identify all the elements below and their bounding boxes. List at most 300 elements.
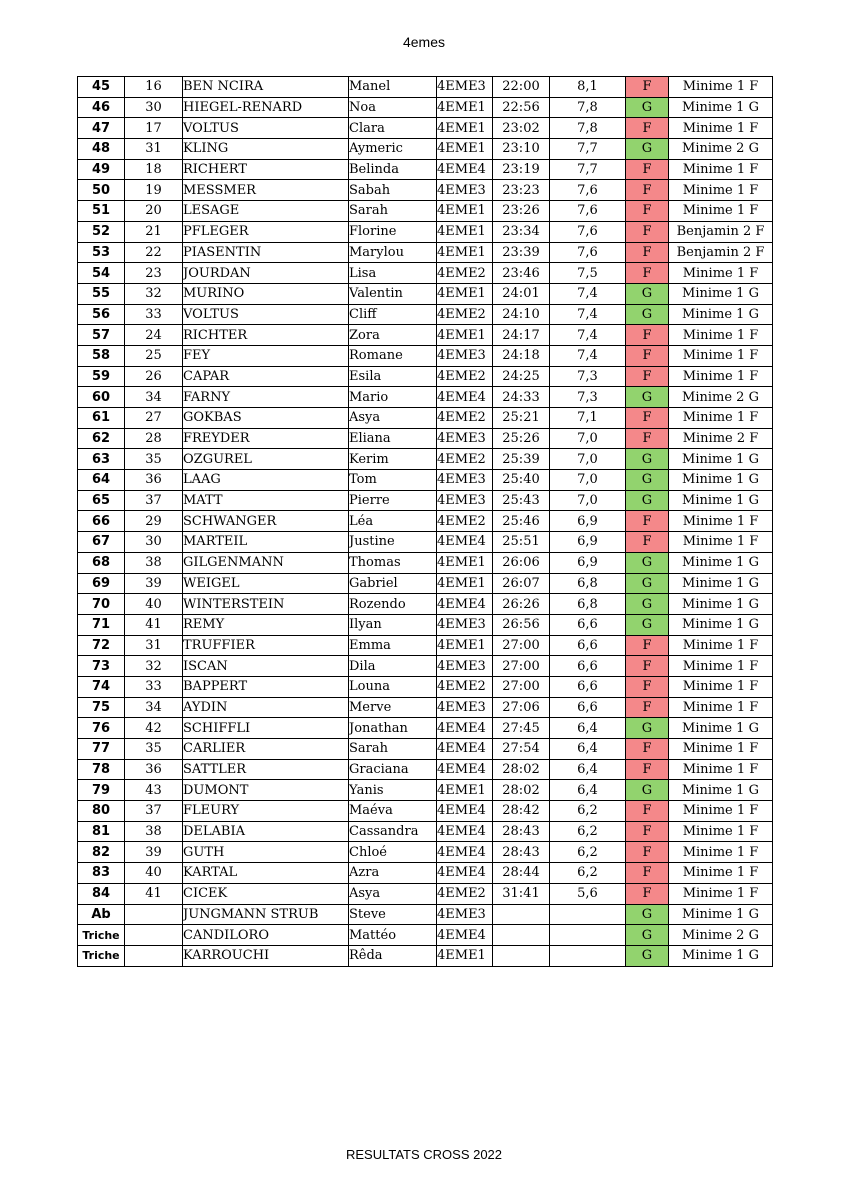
time-cell: 26:56	[493, 614, 550, 635]
bib-number-cell: 35	[125, 449, 183, 470]
category-cell: Minime 1 F	[669, 697, 773, 718]
rank-cell: 76	[78, 718, 125, 739]
last-name-cell: OZGUREL	[183, 449, 349, 470]
category-cell: Minime 1 F	[669, 656, 773, 677]
time-cell: 31:41	[493, 883, 550, 904]
rank-cell: 69	[78, 573, 125, 594]
category-cell: Minime 1 F	[669, 801, 773, 822]
table-row	[78, 97, 773, 118]
class-cell: 4EME3	[437, 428, 493, 449]
last-name-cell: JUNGMANN STRUB	[183, 904, 349, 925]
category-cell: Minime 1 F	[669, 511, 773, 532]
sex-cell: F	[626, 821, 669, 842]
bib-number-cell: 38	[125, 552, 183, 573]
category-cell: Minime 1 G	[669, 470, 773, 491]
sex-cell: F	[626, 842, 669, 863]
class-cell: 4EME2	[437, 408, 493, 429]
category-cell: Minime 1 F	[669, 883, 773, 904]
category-cell: Minime 1 G	[669, 904, 773, 925]
category-cell: Benjamin 2 F	[669, 242, 773, 263]
table-row	[78, 221, 773, 242]
speed-cell: 6,2	[550, 821, 626, 842]
category-cell: Minime 1 G	[669, 573, 773, 594]
bib-number-cell	[125, 945, 183, 966]
sex-cell: F	[626, 532, 669, 553]
speed-cell: 7,4	[550, 345, 626, 366]
sex-cell: F	[626, 801, 669, 822]
rank-cell: 61	[78, 408, 125, 429]
sex-cell: G	[626, 780, 669, 801]
speed-cell: 7,1	[550, 408, 626, 429]
sex-cell: G	[626, 552, 669, 573]
class-cell: 4EME4	[437, 863, 493, 884]
sex-cell: F	[626, 635, 669, 656]
sex-cell: F	[626, 242, 669, 263]
rank-cell: 66	[78, 511, 125, 532]
sex-cell: F	[626, 511, 669, 532]
class-cell: 4EME3	[437, 490, 493, 511]
rank-cell: 63	[78, 449, 125, 470]
last-name-cell: DUMONT	[183, 780, 349, 801]
class-cell: 4EME3	[437, 180, 493, 201]
sex-cell: G	[626, 904, 669, 925]
rank-cell: 60	[78, 387, 125, 408]
speed-cell: 6,9	[550, 552, 626, 573]
category-cell: Minime 2 G	[669, 139, 773, 160]
time-cell: 23:23	[493, 180, 550, 201]
speed-cell: 7,0	[550, 490, 626, 511]
last-name-cell: FEY	[183, 345, 349, 366]
first-name-cell: Mario	[349, 387, 437, 408]
time-cell: 28:02	[493, 780, 550, 801]
last-name-cell: SCHIFFLI	[183, 718, 349, 739]
last-name-cell: MARTEIL	[183, 532, 349, 553]
class-cell: 4EME4	[437, 842, 493, 863]
sex-cell: G	[626, 283, 669, 304]
class-cell: 4EME4	[437, 159, 493, 180]
class-cell: 4EME2	[437, 676, 493, 697]
bib-number-cell: 18	[125, 159, 183, 180]
class-cell: 4EME1	[437, 552, 493, 573]
rank-cell: 79	[78, 780, 125, 801]
sex-cell: F	[626, 883, 669, 904]
sex-cell: F	[626, 221, 669, 242]
table-row	[78, 159, 773, 180]
bib-number-cell: 23	[125, 263, 183, 284]
speed-cell: 6,9	[550, 532, 626, 553]
sex-cell: F	[626, 656, 669, 677]
table-row	[78, 635, 773, 656]
last-name-cell: SCHWANGER	[183, 511, 349, 532]
time-cell	[493, 945, 550, 966]
first-name-cell: Lisa	[349, 263, 437, 284]
rank-cell: 50	[78, 180, 125, 201]
page-footer: RESULTATS CROSS 2022	[345, 1147, 503, 1162]
sex-cell: G	[626, 304, 669, 325]
last-name-cell: RICHTER	[183, 325, 349, 346]
rank-cell: Triche	[78, 925, 125, 946]
category-cell: Minime 1 G	[669, 490, 773, 511]
category-cell: Minime 1 G	[669, 614, 773, 635]
class-cell: 4EME4	[437, 718, 493, 739]
last-name-cell: LESAGE	[183, 201, 349, 222]
table-row	[78, 759, 773, 780]
class-cell: 4EME1	[437, 573, 493, 594]
category-cell: Minime 1 F	[669, 408, 773, 429]
first-name-cell: Pierre	[349, 490, 437, 511]
table-row	[78, 925, 773, 946]
rank-cell: 81	[78, 821, 125, 842]
table-row	[78, 428, 773, 449]
first-name-cell: Eliana	[349, 428, 437, 449]
last-name-cell: FLEURY	[183, 801, 349, 822]
first-name-cell: Esila	[349, 366, 437, 387]
class-cell: 4EME3	[437, 656, 493, 677]
last-name-cell: REMY	[183, 614, 349, 635]
category-cell: Minime 1 F	[669, 863, 773, 884]
rank-cell: 78	[78, 759, 125, 780]
speed-cell: 6,2	[550, 801, 626, 822]
last-name-cell: HIEGEL-RENARD	[183, 97, 349, 118]
time-cell: 23:19	[493, 159, 550, 180]
speed-cell: 7,4	[550, 304, 626, 325]
speed-cell: 7,0	[550, 470, 626, 491]
class-cell: 4EME2	[437, 511, 493, 532]
time-cell: 23:34	[493, 221, 550, 242]
last-name-cell: BAPPERT	[183, 676, 349, 697]
speed-cell: 6,6	[550, 676, 626, 697]
class-cell: 4EME4	[437, 821, 493, 842]
last-name-cell: TRUFFIER	[183, 635, 349, 656]
category-cell: Minime 1 G	[669, 780, 773, 801]
time-cell: 24:10	[493, 304, 550, 325]
last-name-cell: VOLTUS	[183, 118, 349, 139]
speed-cell: 7,6	[550, 221, 626, 242]
table-row	[78, 718, 773, 739]
sex-cell: F	[626, 118, 669, 139]
speed-cell: 6,6	[550, 697, 626, 718]
first-name-cell: Graciana	[349, 759, 437, 780]
last-name-cell: CANDILORO	[183, 925, 349, 946]
first-name-cell: Dila	[349, 656, 437, 677]
category-cell: Minime 1 F	[669, 180, 773, 201]
last-name-cell: BEN NCIRA	[183, 77, 349, 98]
first-name-cell: Chloé	[349, 842, 437, 863]
last-name-cell: VOLTUS	[183, 304, 349, 325]
class-cell: 4EME4	[437, 925, 493, 946]
rank-cell: 72	[78, 635, 125, 656]
last-name-cell: CARLIER	[183, 739, 349, 760]
speed-cell: 5,6	[550, 883, 626, 904]
rank-cell: 74	[78, 676, 125, 697]
bib-number-cell: 32	[125, 656, 183, 677]
class-cell: 4EME3	[437, 697, 493, 718]
table-row	[78, 490, 773, 511]
class-cell: 4EME1	[437, 325, 493, 346]
bib-number-cell: 24	[125, 325, 183, 346]
sex-cell: F	[626, 345, 669, 366]
time-cell: 22:00	[493, 77, 550, 98]
class-cell: 4EME4	[437, 532, 493, 553]
rank-cell: 51	[78, 201, 125, 222]
speed-cell: 7,6	[550, 180, 626, 201]
time-cell: 25:26	[493, 428, 550, 449]
time-cell	[493, 925, 550, 946]
time-cell: 24:01	[493, 283, 550, 304]
bib-number-cell: 17	[125, 118, 183, 139]
last-name-cell: FREYDER	[183, 428, 349, 449]
rank-cell: 77	[78, 739, 125, 760]
sex-cell: G	[626, 490, 669, 511]
class-cell: 4EME1	[437, 283, 493, 304]
time-cell: 26:07	[493, 573, 550, 594]
bib-number-cell: 38	[125, 821, 183, 842]
time-cell: 27:45	[493, 718, 550, 739]
first-name-cell: Justine	[349, 532, 437, 553]
first-name-cell: Zora	[349, 325, 437, 346]
speed-cell: 7,7	[550, 139, 626, 160]
table-row	[78, 801, 773, 822]
table-row	[78, 139, 773, 160]
speed-cell: 6,9	[550, 511, 626, 532]
time-cell: 23:39	[493, 242, 550, 263]
class-cell: 4EME3	[437, 77, 493, 98]
bib-number-cell: 34	[125, 387, 183, 408]
first-name-cell: Jonathan	[349, 718, 437, 739]
first-name-cell: Yanis	[349, 780, 437, 801]
bib-number-cell: 34	[125, 697, 183, 718]
category-cell: Benjamin 2 F	[669, 221, 773, 242]
speed-cell: 8,1	[550, 77, 626, 98]
rank-cell: Ab	[78, 904, 125, 925]
speed-cell: 7,5	[550, 263, 626, 284]
time-cell: 27:00	[493, 656, 550, 677]
time-cell: 28:02	[493, 759, 550, 780]
last-name-cell: KLING	[183, 139, 349, 160]
class-cell: 4EME2	[437, 366, 493, 387]
rank-cell: 70	[78, 594, 125, 615]
rank-cell: 71	[78, 614, 125, 635]
table-row	[78, 573, 773, 594]
sex-cell: G	[626, 573, 669, 594]
last-name-cell: CICEK	[183, 883, 349, 904]
time-cell: 23:46	[493, 263, 550, 284]
class-cell: 4EME1	[437, 118, 493, 139]
time-cell: 28:43	[493, 821, 550, 842]
first-name-cell: Florine	[349, 221, 437, 242]
class-cell: 4EME4	[437, 801, 493, 822]
speed-cell: 6,6	[550, 614, 626, 635]
bib-number-cell: 32	[125, 283, 183, 304]
sex-cell: F	[626, 201, 669, 222]
category-cell: Minime 1 G	[669, 97, 773, 118]
rank-cell: 47	[78, 118, 125, 139]
sex-cell: G	[626, 594, 669, 615]
first-name-cell: Valentin	[349, 283, 437, 304]
time-cell: 27:00	[493, 635, 550, 656]
category-cell: Minime 1 F	[669, 532, 773, 553]
first-name-cell: Maéva	[349, 801, 437, 822]
sex-cell: G	[626, 387, 669, 408]
speed-cell: 6,8	[550, 573, 626, 594]
table-row	[78, 511, 773, 532]
table-row	[78, 552, 773, 573]
sex-cell: F	[626, 77, 669, 98]
bib-number-cell	[125, 925, 183, 946]
category-cell: Minime 2 G	[669, 925, 773, 946]
first-name-cell: Louna	[349, 676, 437, 697]
table-row	[78, 242, 773, 263]
rank-cell: 55	[78, 283, 125, 304]
rank-cell: 80	[78, 801, 125, 822]
class-cell: 4EME3	[437, 614, 493, 635]
first-name-cell: Sarah	[349, 739, 437, 760]
sex-cell: G	[626, 470, 669, 491]
speed-cell: 6,6	[550, 656, 626, 677]
time-cell: 25:21	[493, 408, 550, 429]
sex-cell: F	[626, 697, 669, 718]
time-cell: 24:18	[493, 345, 550, 366]
table-row	[78, 263, 773, 284]
category-cell: Minime 1 F	[669, 118, 773, 139]
class-cell: 4EME3	[437, 345, 493, 366]
first-name-cell: Cliff	[349, 304, 437, 325]
rank-cell: 64	[78, 470, 125, 491]
speed-cell: 7,8	[550, 97, 626, 118]
category-cell: Minime 1 F	[669, 325, 773, 346]
category-cell: Minime 2 G	[669, 387, 773, 408]
sex-cell: G	[626, 718, 669, 739]
table-row	[78, 656, 773, 677]
class-cell: 4EME3	[437, 904, 493, 925]
speed-cell: 6,8	[550, 594, 626, 615]
bib-number-cell: 40	[125, 863, 183, 884]
category-cell: Minime 1 G	[669, 304, 773, 325]
first-name-cell: Marylou	[349, 242, 437, 263]
bib-number-cell: 42	[125, 718, 183, 739]
speed-cell: 6,2	[550, 842, 626, 863]
category-cell: Minime 1 F	[669, 842, 773, 863]
last-name-cell: PFLEGER	[183, 221, 349, 242]
first-name-cell: Ilyan	[349, 614, 437, 635]
table-row	[78, 180, 773, 201]
category-cell: Minime 1 F	[669, 159, 773, 180]
class-cell: 4EME1	[437, 97, 493, 118]
table-row	[78, 77, 773, 98]
last-name-cell: ISCAN	[183, 656, 349, 677]
bib-number-cell: 36	[125, 759, 183, 780]
rank-cell: 67	[78, 532, 125, 553]
category-cell: Minime 1 G	[669, 718, 773, 739]
table-row	[78, 118, 773, 139]
first-name-cell: Steve	[349, 904, 437, 925]
sex-cell: G	[626, 925, 669, 946]
first-name-cell: Noa	[349, 97, 437, 118]
first-name-cell: Emma	[349, 635, 437, 656]
category-cell: Minime 1 F	[669, 821, 773, 842]
class-cell: 4EME1	[437, 221, 493, 242]
speed-cell: 7,3	[550, 387, 626, 408]
speed-cell: 7,3	[550, 366, 626, 387]
table-row	[78, 470, 773, 491]
last-name-cell: SATTLER	[183, 759, 349, 780]
time-cell: 27:54	[493, 739, 550, 760]
table-row	[78, 883, 773, 904]
table-row	[78, 676, 773, 697]
bib-number-cell: 31	[125, 635, 183, 656]
first-name-cell: Manel	[349, 77, 437, 98]
category-cell: Minime 1 F	[669, 759, 773, 780]
class-cell: 4EME1	[437, 242, 493, 263]
table-row	[78, 345, 773, 366]
bib-number-cell: 28	[125, 428, 183, 449]
table-row	[78, 780, 773, 801]
bib-number-cell: 30	[125, 97, 183, 118]
last-name-cell: GUTH	[183, 842, 349, 863]
time-cell: 25:43	[493, 490, 550, 511]
last-name-cell: AYDIN	[183, 697, 349, 718]
bib-number-cell: 37	[125, 801, 183, 822]
speed-cell: 7,7	[550, 159, 626, 180]
rank-cell: 65	[78, 490, 125, 511]
table-row	[78, 304, 773, 325]
sex-cell: F	[626, 159, 669, 180]
category-cell: Minime 1 F	[669, 635, 773, 656]
time-cell: 28:42	[493, 801, 550, 822]
class-cell: 4EME4	[437, 594, 493, 615]
first-name-cell: Tom	[349, 470, 437, 491]
last-name-cell: CAPAR	[183, 366, 349, 387]
first-name-cell: Gabriel	[349, 573, 437, 594]
class-cell: 4EME3	[437, 470, 493, 491]
last-name-cell: WEIGEL	[183, 573, 349, 594]
bib-number-cell: 36	[125, 470, 183, 491]
page-title: 4emes	[402, 34, 446, 50]
rank-cell: 73	[78, 656, 125, 677]
class-cell: 4EME1	[437, 201, 493, 222]
category-cell: Minime 2 F	[669, 428, 773, 449]
first-name-cell: Azra	[349, 863, 437, 884]
bib-number-cell: 16	[125, 77, 183, 98]
first-name-cell: Léa	[349, 511, 437, 532]
rank-cell: 84	[78, 883, 125, 904]
bib-number-cell: 30	[125, 532, 183, 553]
sex-cell: F	[626, 428, 669, 449]
speed-cell: 6,4	[550, 780, 626, 801]
bib-number-cell: 26	[125, 366, 183, 387]
class-cell: 4EME2	[437, 449, 493, 470]
category-cell: Minime 1 G	[669, 552, 773, 573]
speed-cell: 7,6	[550, 242, 626, 263]
results-table	[77, 76, 773, 967]
table-row	[78, 387, 773, 408]
last-name-cell: GILGENMANN	[183, 552, 349, 573]
bib-number-cell: 43	[125, 780, 183, 801]
bib-number-cell: 27	[125, 408, 183, 429]
category-cell: Minime 1 G	[669, 449, 773, 470]
sex-cell: F	[626, 408, 669, 429]
speed-cell: 7,4	[550, 325, 626, 346]
sex-cell: F	[626, 863, 669, 884]
category-cell: Minime 1 G	[669, 594, 773, 615]
sex-cell: F	[626, 759, 669, 780]
bib-number-cell: 29	[125, 511, 183, 532]
category-cell: Minime 1 F	[669, 366, 773, 387]
speed-cell: 6,2	[550, 863, 626, 884]
time-cell	[493, 904, 550, 925]
time-cell: 23:26	[493, 201, 550, 222]
first-name-cell: Thomas	[349, 552, 437, 573]
